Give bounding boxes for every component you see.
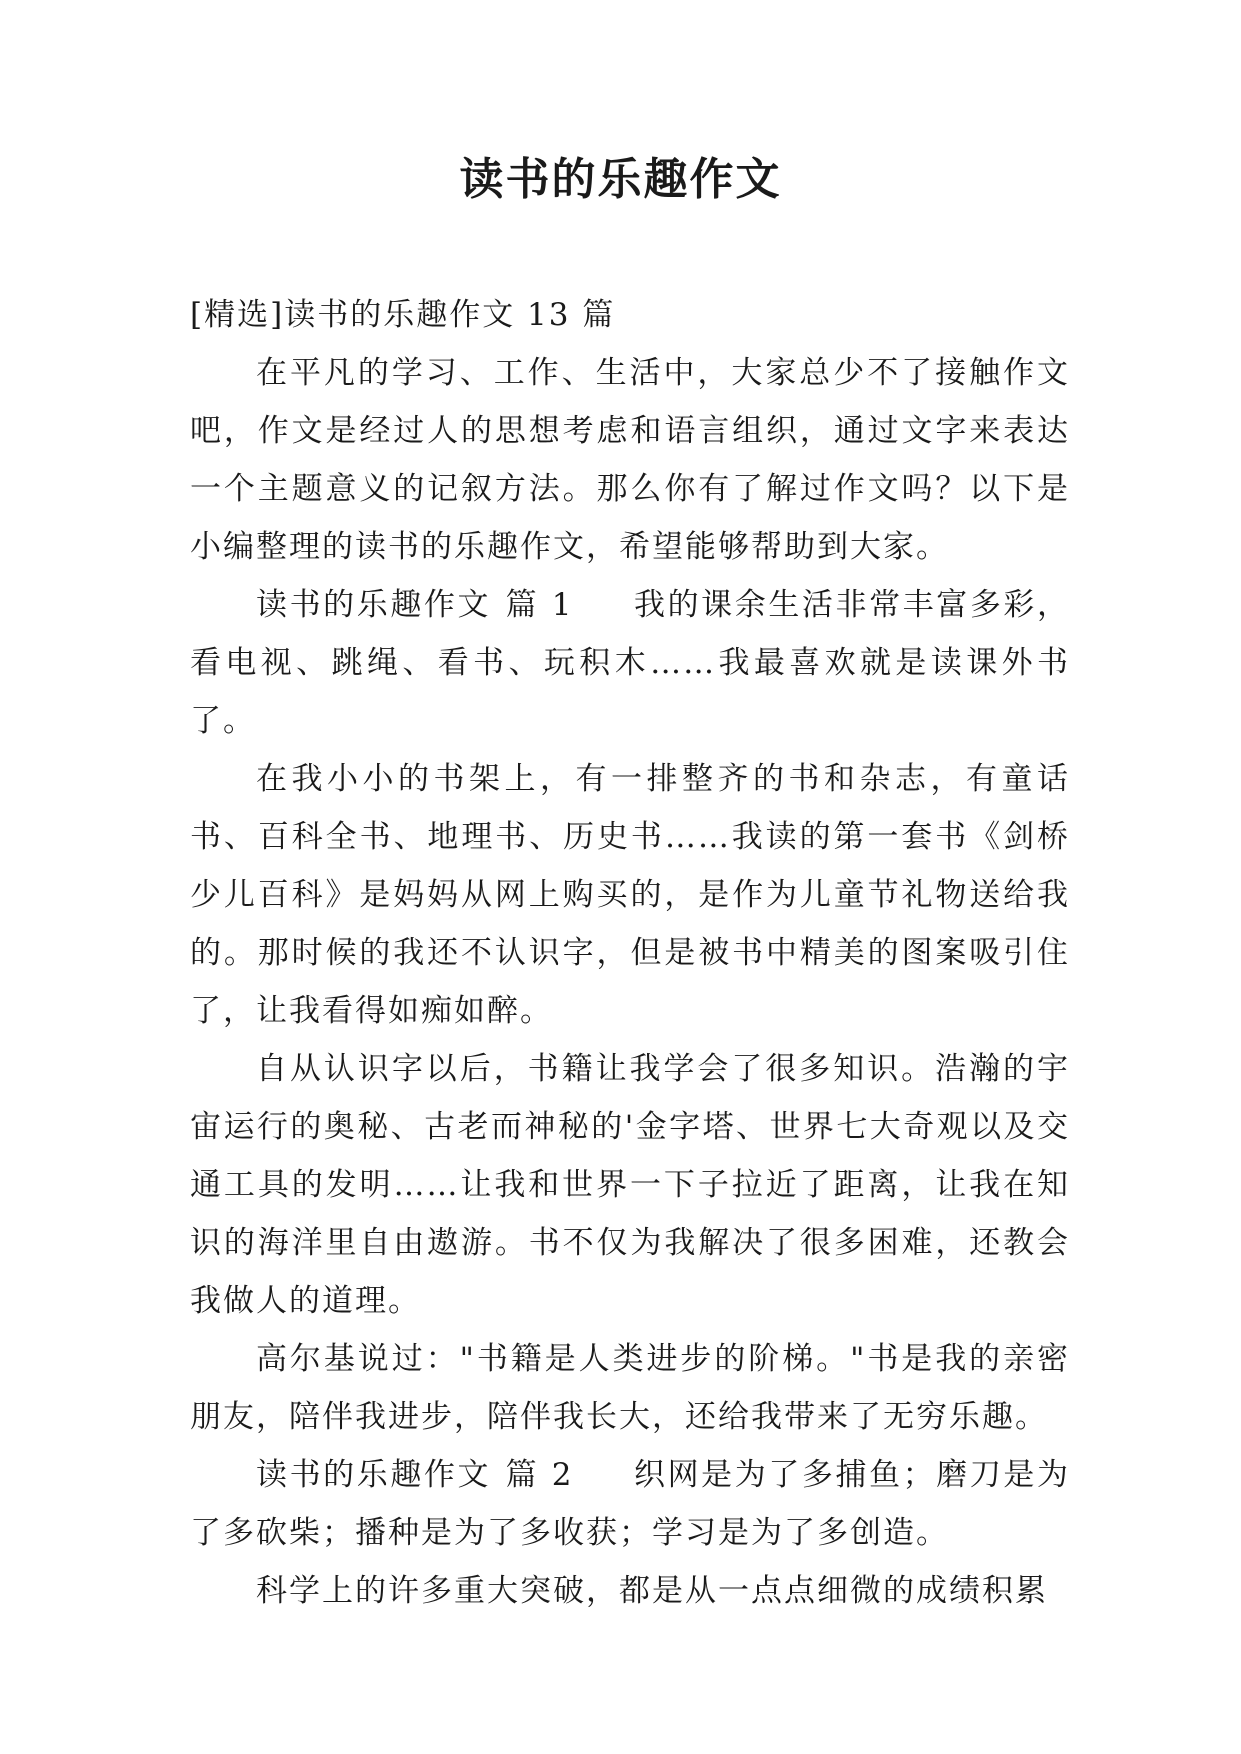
document-body <box>190 286 1070 1620</box>
intro-paragraph: 在平凡的学习、工作、生活中，大家总少不了接触作文吧，作文是经过人的思想考虑和语言组织，通过文字来表达一个主题意义的记叙方法。那么你有了解过作文吗？以下是小编整理的读书的乐趣作文，希望能够帮助到大家。 <box>190 355 1070 565</box>
section-1-paragraph: 自从认识字以后，书籍让我学会了很多知识。浩瀚的宇宙运行的奥秘、古老而神秘的'金字塔、世界七大奇观以及交通工具的发明……让我和世界一下子拉近了距离，让我在知识的海洋里自由遨游。书不仅为我解决了很多困难，还教会我做人的道理。 <box>190 1051 1070 1319</box>
section-2-first-text: 织网是为了多捕鱼；磨刀是为了多砍柴；播种是为了多收获；学习是为了多创造。 <box>190 1457 1071 1551</box>
section-1-heading: 读书的乐趣作文 <box>256 587 492 623</box>
section-1-paragraph: 在我小小的书架上，有一排整齐的书和杂志，有童话书、百科全书、地理书、历史书……我读的第一套书《剑桥少儿百科》是妈妈从网上购买的，是作为儿童节礼物送给我的。那时候的我还不认识字，但是被书中精美的图案吸引住了，让我看得如痴如醉。 <box>190 761 1070 1029</box>
section-1-first-text: 我的课余生活非常丰富多彩，看电视、跳绳、看书、玩积木……我最喜欢就是读课外书了。 <box>190 587 1071 739</box>
section-2-opening <box>190 1446 1070 1562</box>
document-subtitle: [精选]读书的乐趣作文 13 篇 <box>190 297 616 333</box>
section-1-label: 篇 1 <box>505 587 574 623</box>
document-title: 读书的乐趣作文 <box>459 154 782 205</box>
section-2-paragraph: 科学上的许多重大突破，都是从一点点细微的成绩积累 <box>256 1573 1048 1609</box>
section-1-paragraph: 高尔基说过："书籍是人类进步的阶梯。"书是我的亲密朋友，陪伴我进步，陪伴我长大，还给我带来了无穷乐趣。 <box>190 1341 1070 1435</box>
section-2-heading: 读书的乐趣作文 <box>256 1457 492 1493</box>
section-2-label: 篇 2 <box>505 1457 574 1493</box>
section-1-opening <box>190 576 1070 750</box>
